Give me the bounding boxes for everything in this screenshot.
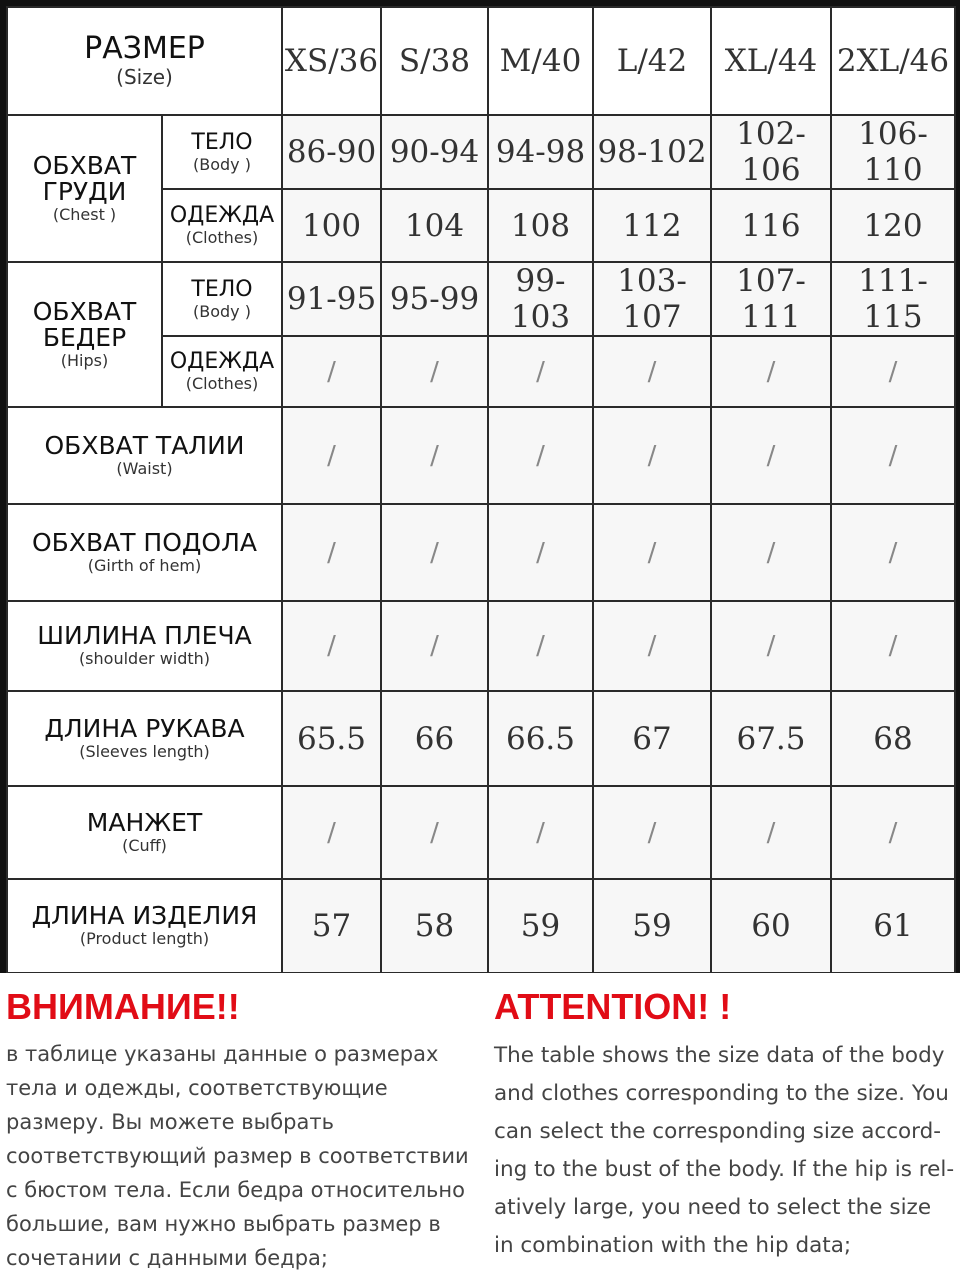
- hips-label: [7, 262, 162, 407]
- shoulder-label: [7, 601, 282, 691]
- clothes-sublabel: [162, 336, 282, 407]
- chest-clothes-cell: 112: [593, 189, 711, 262]
- clothes-sublabel: [162, 189, 282, 262]
- hips-clothes-cell: /: [488, 336, 593, 407]
- sleeves-cell: 66.5: [488, 691, 593, 786]
- body-sublabel-ru: ТЕЛО: [191, 276, 253, 302]
- note-title-en: ATTENTION! !: [494, 986, 732, 1027]
- shoulder-cell: /: [831, 601, 955, 691]
- shoulder-cell: /: [381, 601, 488, 691]
- waist-label-ru: ОБХВАТ ТАЛИИ: [44, 430, 245, 460]
- size-header-label: [7, 7, 282, 115]
- size-label-en: (Size): [116, 65, 173, 89]
- clothes-sublabel-ru: ОДЕЖДА: [169, 349, 275, 374]
- hips-body-cell: 99-103: [488, 262, 593, 336]
- hips-clothes-cell: /: [593, 336, 711, 407]
- cuff-cell: /: [831, 786, 955, 879]
- chest-label-en: (Chest ): [52, 204, 117, 224]
- waist-cell: /: [488, 407, 593, 504]
- body-sublabel-en: (Body ): [193, 301, 251, 321]
- chest-clothes-cell: 104: [381, 189, 488, 262]
- product-length-cell: 57: [282, 879, 381, 973]
- shoulder-label-en: (shoulder width): [78, 649, 211, 668]
- shoulder-cell: /: [488, 601, 593, 691]
- hem-cell: /: [488, 504, 593, 601]
- hem-cell: /: [381, 504, 488, 601]
- hips-body-cell: 103-107: [593, 262, 711, 336]
- sleeves-cell: 67: [593, 691, 711, 786]
- note-body-en: The table shows the size data of the body and clothes corresponding to the size. You can select the corresponding size accord-ing to the bust of the body. If the hip is rel-atively large, you need to select the size in combination with the hip data;: [494, 1043, 955, 1258]
- note-body-ru: в таблице указаны данные о размерах тела и одежды, соответствующие размеру. Вы можете выбрать соответствующий размер в соответствии с бюстом тела. Если бедра относительно большие, вам нужно выбрать размер в сочетании с данными бедра;: [6, 1042, 469, 1270]
- chest-clothes-cell: 108: [488, 189, 593, 262]
- note-title-ru: ВНИМАНИЕ!!: [6, 986, 240, 1027]
- sleeves-row: [7, 691, 955, 786]
- hem-label: [7, 504, 282, 601]
- chest-clothes-cell: 120: [831, 189, 955, 262]
- note-english: [494, 983, 956, 1265]
- chest-body-cell: 86-90: [282, 115, 381, 189]
- hem-cell: /: [711, 504, 831, 601]
- product-length-row: [7, 879, 955, 973]
- cuff-label-ru: МАНЖЕТ: [86, 807, 203, 837]
- shoulder-cell: /: [593, 601, 711, 691]
- size-table: [6, 6, 956, 974]
- sleeves-label-en: (Sleeves length): [79, 741, 210, 761]
- size-header-cell: XL/44: [711, 7, 831, 115]
- chest-body-cell: 94-98: [488, 115, 593, 189]
- chest-label: [7, 115, 162, 262]
- size-header-cell: 2XL/46: [831, 7, 955, 115]
- shoulder-label-ru: ШИЛИНА ПЛЕЧА: [37, 621, 252, 650]
- cuff-cell: /: [593, 786, 711, 879]
- chest-body-cell: 106-110: [831, 115, 955, 189]
- waist-label: [7, 407, 282, 504]
- waist-cell: /: [282, 407, 381, 504]
- product-length-label: [7, 879, 282, 973]
- body-sublabel-ru: ТЕЛО: [191, 129, 253, 155]
- product-length-label-ru: ДЛИНА ИЗДЕЛИЯ: [31, 901, 258, 930]
- waist-cell: /: [831, 407, 955, 504]
- hips-clothes-cell: /: [381, 336, 488, 407]
- sleeves-cell: 65.5: [282, 691, 381, 786]
- clothes-sublabel-en: (Clothes): [185, 374, 259, 393]
- hem-cell: /: [831, 504, 955, 601]
- body-sublabel: [162, 115, 282, 189]
- sleeves-cell: 68: [831, 691, 955, 786]
- cuff-row: [7, 786, 955, 879]
- hem-cell: /: [593, 504, 711, 601]
- product-length-cell: 61: [831, 879, 955, 973]
- note-russian: [6, 983, 486, 1275]
- product-length-label-en: (Product length): [79, 929, 210, 948]
- waist-row: [7, 407, 955, 504]
- cuff-label-en: (Cuff): [122, 835, 167, 855]
- hips-body-cell: 91-95: [282, 262, 381, 336]
- chest-clothes-cell: 100: [282, 189, 381, 262]
- waist-cell: /: [381, 407, 488, 504]
- cuff-label: [7, 786, 282, 879]
- shoulder-cell: /: [282, 601, 381, 691]
- shoulder-cell: /: [711, 601, 831, 691]
- sleeves-cell: 67.5: [711, 691, 831, 786]
- shoulder-row: [7, 601, 955, 691]
- hips-label-ru: ОБХВАТ БЕДЕР: [32, 296, 137, 352]
- hem-label-en: (Girth of hem): [87, 555, 202, 575]
- hips-body-cell: 107-111: [711, 262, 831, 336]
- sleeves-cell: 66: [381, 691, 488, 786]
- hips-clothes-cell: /: [831, 336, 955, 407]
- cuff-cell: /: [282, 786, 381, 879]
- hips-body-row: [7, 262, 955, 336]
- chest-label-ru: ОБХВАТ ГРУДИ: [32, 150, 137, 206]
- size-header-cell: XS/36: [282, 7, 381, 115]
- hips-body-cell: 95-99: [381, 262, 488, 336]
- waist-cell: /: [711, 407, 831, 504]
- clothes-sublabel-ru: ОДЕЖДА: [169, 203, 275, 228]
- waist-cell: /: [593, 407, 711, 504]
- chest-body-cell: 98-102: [593, 115, 711, 189]
- hips-label-en: (Hips): [60, 350, 109, 370]
- size-header-cell: M/40: [488, 7, 593, 115]
- body-sublabel: [162, 262, 282, 336]
- cuff-cell: /: [381, 786, 488, 879]
- cuff-cell: /: [488, 786, 593, 879]
- body-sublabel-en: (Body ): [193, 154, 251, 174]
- hem-label-ru: ОБХВАТ ПОДОЛА: [31, 527, 257, 557]
- product-length-cell: 58: [381, 879, 488, 973]
- chest-body-cell: 102-106: [711, 115, 831, 189]
- hem-cell: /: [282, 504, 381, 601]
- hips-clothes-cell: /: [282, 336, 381, 407]
- size-header-cell: S/38: [381, 7, 488, 115]
- sleeves-label: [7, 691, 282, 786]
- product-length-cell: 60: [711, 879, 831, 973]
- waist-label-en: (Waist): [116, 458, 173, 478]
- size-label-ru: РАЗМЕР: [84, 31, 205, 66]
- sleeves-label-ru: ДЛИНА РУКАВА: [44, 713, 245, 743]
- product-length-cell: 59: [488, 879, 593, 973]
- hips-clothes-cell: /: [711, 336, 831, 407]
- clothes-sublabel-en: (Clothes): [185, 228, 259, 247]
- hips-body-cell: 111-115: [831, 262, 955, 336]
- chest-clothes-cell: 116: [711, 189, 831, 262]
- size-header-cell: L/42: [593, 7, 711, 115]
- product-length-cell: 59: [593, 879, 711, 973]
- chest-body-cell: 90-94: [381, 115, 488, 189]
- header-row: [7, 7, 955, 115]
- attention-notes: [0, 973, 960, 1280]
- cuff-cell: /: [711, 786, 831, 879]
- chest-body-row: [7, 115, 955, 189]
- hem-row: [7, 504, 955, 601]
